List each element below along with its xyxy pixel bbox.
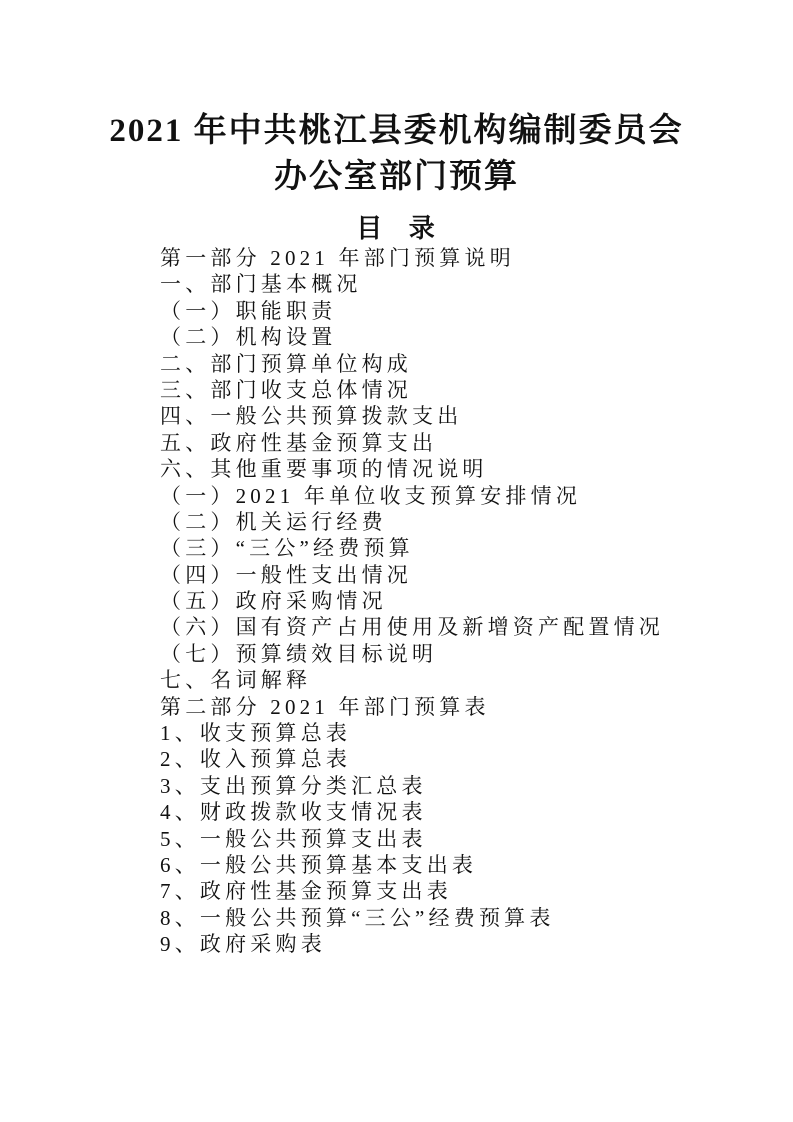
toc-item: 五、政府性基金预算支出 — [160, 430, 438, 455]
toc-list — [160, 245, 733, 958]
toc-item: 2、收入预算总表 — [160, 747, 352, 772]
toc-item: 第二部分 2021 年部门预算表 — [160, 694, 490, 719]
page-title — [0, 108, 793, 200]
toc-item: 1、收支预算总表 — [160, 721, 352, 746]
toc-item: （二）机构设置 — [160, 325, 337, 350]
toc-item: （一）2021 年单位收支预算安排情况 — [160, 483, 582, 508]
toc-item: 一、部门基本概况 — [160, 272, 362, 297]
page-title-line-1: 2021 年中共桃江县委机构编制委员会 — [109, 113, 684, 150]
toc-item: （一）职能职责 — [160, 298, 337, 323]
toc-item: （七）预算绩效目标说明 — [160, 641, 438, 666]
toc-item: 三、部门收支总体情况 — [160, 377, 412, 402]
toc-item: （三）“三公”经费预算 — [160, 536, 414, 561]
toc-item: 4、财政拨款收支情况表 — [160, 800, 427, 825]
toc-item: （四）一般性支出情况 — [160, 562, 412, 587]
toc-item: 5、一般公共预算支出表 — [160, 826, 427, 851]
toc-item: （五）政府采购情况 — [160, 589, 387, 614]
toc-item: 8、一般公共预算“三公”经费预算表 — [160, 905, 555, 930]
page-title-line-2: 办公室部门预算 — [274, 159, 519, 196]
toc-item: 七、名词解释 — [160, 668, 312, 693]
toc-item: 7、政府性基金预算支出表 — [160, 879, 452, 904]
toc-item: 第一部分 2021 年部门预算说明 — [160, 246, 515, 270]
toc-item: 6、一般公共预算基本支出表 — [160, 852, 478, 877]
toc-item: 二、部门预算单位构成 — [160, 351, 412, 376]
toc-item: 3、支出预算分类汇总表 — [160, 773, 427, 798]
toc-item: 9、政府采购表 — [160, 932, 326, 957]
toc-item: 六、其他重要事项的情况说明 — [160, 457, 488, 482]
toc-heading: 目 录 — [356, 213, 437, 243]
toc-item: （二）机关运行经费 — [160, 509, 387, 534]
toc-item: （六）国有资产占用使用及新增资产配置情况 — [160, 615, 664, 640]
toc-item: 四、一般公共预算拨款支出 — [160, 404, 463, 429]
